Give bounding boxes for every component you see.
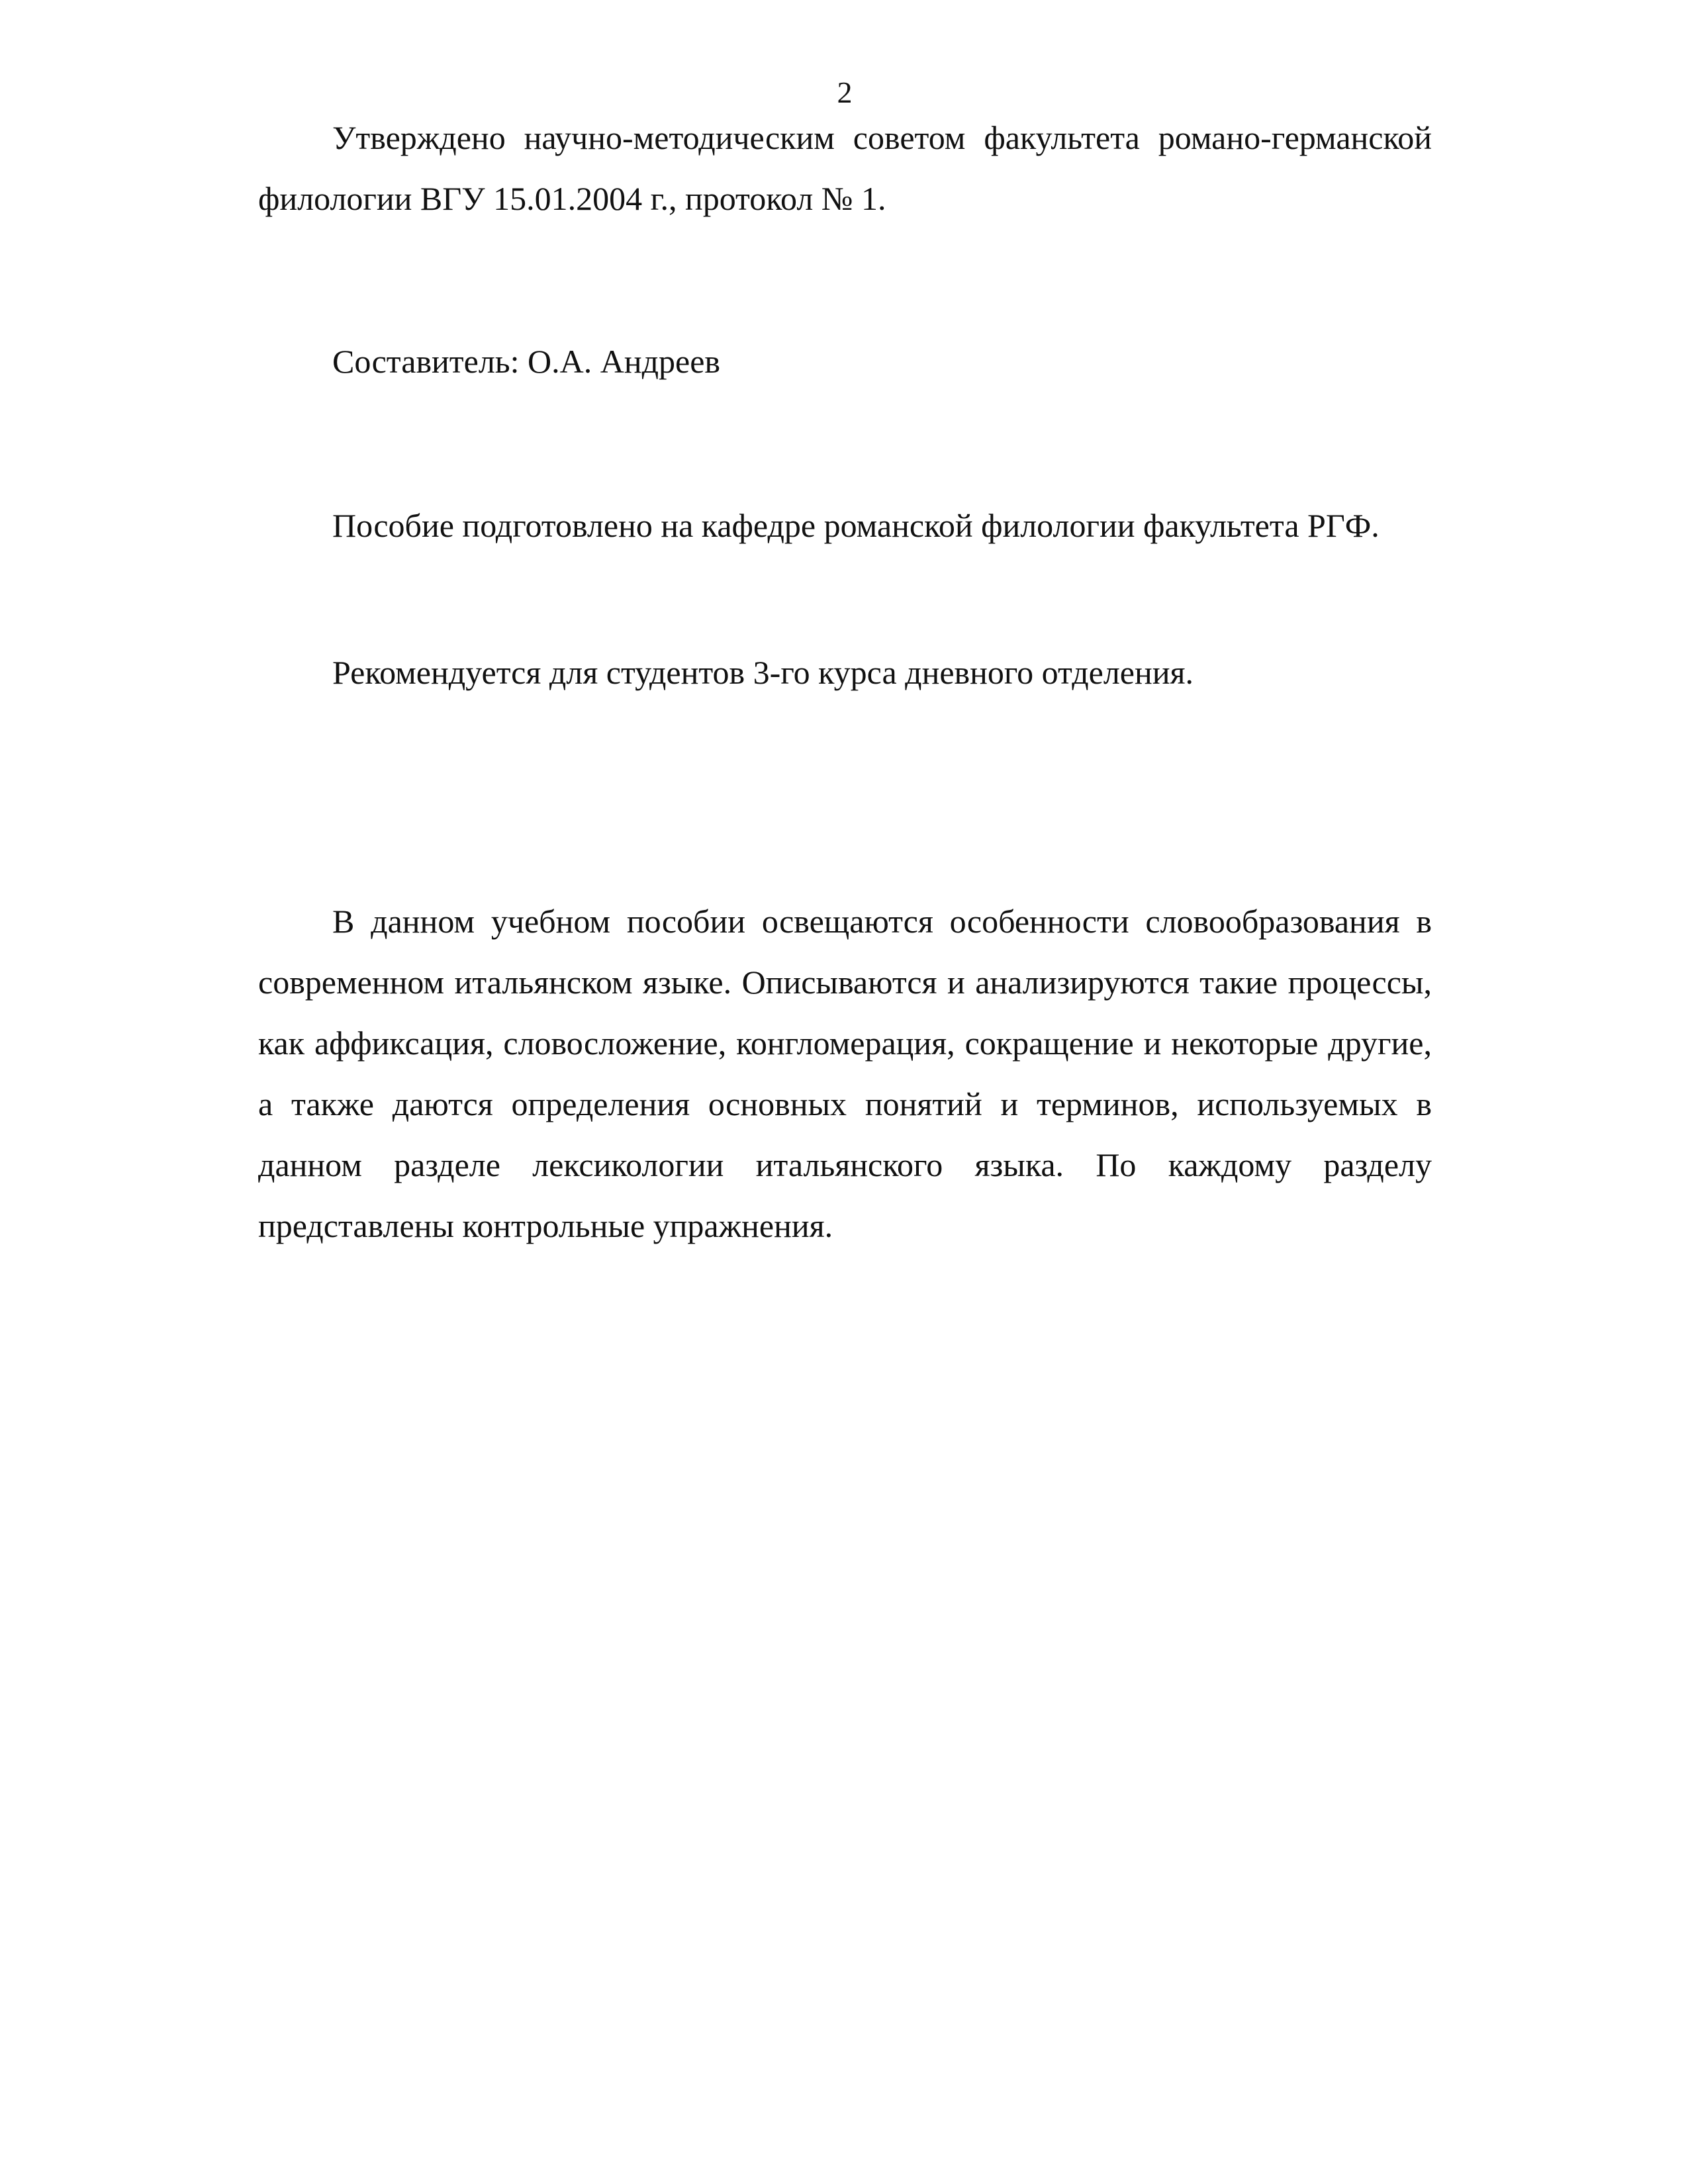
approval-paragraph: Утверждено научно-методическим советом факультета романо-германской филологии ВГУ 15.01.2004 г., протокол № 1. (258, 119, 1432, 217)
abstract-paragraph: В данном учебном пособии освещаются особенности словообразования в современном итальянском языке. Описываются и анализируются такие процессы, как аффиксация, словосложение, конгломерация, сокращение и некоторые другие, а также даются определения основных понятий и терминов, используемых в данном разделе лексикологии итальянского языка. По каждому разделу представлены контрольные упражнения. (258, 903, 1432, 1244)
compiler-paragraph: Составитель: О.А. Андреев (332, 343, 721, 380)
page-number: 2 (837, 75, 853, 109)
preparation-paragraph: Пособие подготовлено на кафедре романской филологии факультета РГФ. (332, 507, 1380, 544)
recommendation-paragraph: Рекомендуется для студентов 3-го курса дневного отделения. (332, 654, 1194, 691)
